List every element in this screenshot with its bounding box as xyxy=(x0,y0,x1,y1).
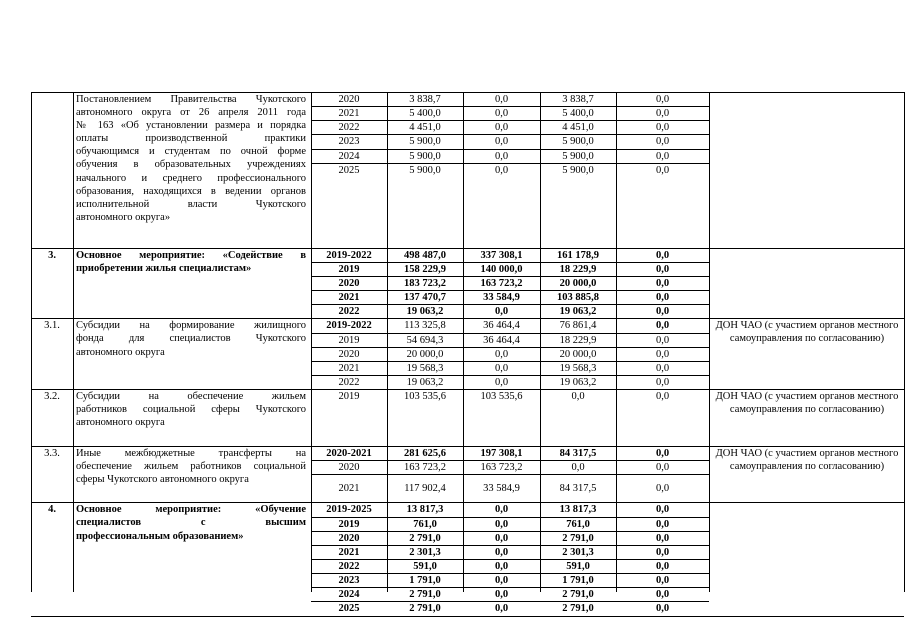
description-line: исполнительной власти Чукотского xyxy=(76,198,306,210)
year-cell: 2022 xyxy=(338,560,360,572)
local-cell: 0,0 xyxy=(655,575,670,587)
regional-cell: 20 000,0 xyxy=(559,277,597,289)
description-line: приобретении жилья специалистам» xyxy=(76,262,252,274)
year-cell: 2024 xyxy=(338,589,360,601)
regional-cell: 19 568,3 xyxy=(559,362,597,374)
total-cell: 5 900,0 xyxy=(409,150,441,162)
description-line: Иные межбюджетные трансферты на xyxy=(76,447,306,459)
year-cell: 2024 xyxy=(338,150,360,162)
federal-cell: 0,0 xyxy=(494,546,509,558)
year-cell: 2020 xyxy=(338,532,360,544)
local-cell: 0,0 xyxy=(655,263,670,275)
year-cell: 2020 xyxy=(338,348,360,360)
regional-cell: 103 885,8 xyxy=(557,292,599,304)
federal-cell: 140 000,0 xyxy=(480,263,523,275)
federal-cell: 163 723,2 xyxy=(480,461,523,473)
total-cell: 1 791,0 xyxy=(409,575,441,587)
activity-description xyxy=(76,93,306,224)
regional-cell: 4 451,0 xyxy=(562,122,594,134)
year-cell: 2025 xyxy=(338,164,360,176)
federal-cell: 0,0 xyxy=(494,136,509,148)
year-cell: 2019 xyxy=(338,263,360,275)
description-line: работников социальной сферы Чукотского xyxy=(76,404,306,416)
local-cell: 0,0 xyxy=(655,108,670,120)
responsible-executor: ДОН ЧАО (с участием органов местного самоуправления по согласованию) xyxy=(715,391,899,416)
row-number: 3.2. xyxy=(44,391,60,403)
regional-cell: 84 317,5 xyxy=(559,447,597,459)
federal-cell: 337 308,1 xyxy=(480,249,523,261)
responsible-executor: ДОН ЧАО (с участием органов местного самоуправления по согласованию) xyxy=(715,320,899,345)
row-border xyxy=(31,616,904,617)
regional-cell: 2 791,0 xyxy=(562,532,594,544)
federal-cell: 36 464,4 xyxy=(483,320,520,332)
total-cell: 158 229,9 xyxy=(404,263,446,275)
federal-cell: 0,0 xyxy=(494,122,509,134)
year-cell: 2020-2021 xyxy=(326,447,372,459)
regional-cell: 13 817,3 xyxy=(559,504,597,516)
local-cell: 0,0 xyxy=(655,292,670,304)
federal-cell: 0,0 xyxy=(494,377,509,389)
total-cell: 117 902,4 xyxy=(404,483,446,495)
description-line: Основное мероприятие: «Содействие в xyxy=(76,249,306,261)
column-border xyxy=(709,92,710,592)
regional-cell: 5 900,0 xyxy=(562,150,594,162)
year-cell: 2022 xyxy=(338,306,360,318)
description-line: специалистов с высшим xyxy=(76,517,306,529)
regional-cell: 5 400,0 xyxy=(562,108,594,120)
year-cell: 2019 xyxy=(338,391,360,403)
federal-cell: 0,0 xyxy=(494,603,509,615)
federal-cell: 33 584,9 xyxy=(483,292,520,304)
regional-cell: 2 791,0 xyxy=(562,603,594,615)
row-number: 3.3. xyxy=(44,447,60,459)
description-line: Субсидии на формирование жилищного xyxy=(76,320,306,332)
activity-description xyxy=(76,447,306,486)
year-cell: 2019-2022 xyxy=(326,249,372,261)
local-cell: 0,0 xyxy=(655,136,670,148)
federal-cell: 0,0 xyxy=(494,362,509,374)
local-cell: 0,0 xyxy=(655,348,670,360)
year-cell: 2022 xyxy=(338,122,360,134)
description-line: сферы Чукотского автономного округа xyxy=(76,473,249,485)
column-border xyxy=(31,92,32,592)
total-cell: 591,0 xyxy=(413,560,437,572)
description-line: Постановлением Правительства Чукотского xyxy=(76,94,306,105)
activity-description xyxy=(76,390,306,429)
total-cell: 19 063,2 xyxy=(406,306,444,318)
description-line: обучающимся и студентам по очной форме xyxy=(76,146,306,158)
regional-cell: 5 900,0 xyxy=(562,164,594,176)
year-cell: 2019-2025 xyxy=(326,504,372,516)
regional-cell: 19 063,2 xyxy=(559,306,597,318)
row-number: 4. xyxy=(48,504,56,516)
regional-cell: 1 791,0 xyxy=(562,575,594,587)
regional-cell: 0,0 xyxy=(571,461,585,473)
year-cell: 2020 xyxy=(338,94,360,106)
total-cell: 498 487,0 xyxy=(404,249,446,261)
local-cell: 0,0 xyxy=(655,518,670,530)
federal-cell: 33 584,9 xyxy=(483,483,520,495)
regional-cell: 18 229,9 xyxy=(559,334,597,346)
description-line: автономного округа от 26 апреля 2011 года xyxy=(76,107,306,119)
federal-cell: 0,0 xyxy=(494,504,509,516)
total-cell: 3 838,7 xyxy=(409,94,441,106)
local-cell: 0,0 xyxy=(655,122,670,134)
local-cell: 0,0 xyxy=(655,447,670,459)
federal-cell: 0,0 xyxy=(494,518,509,530)
description-line: № 163 «Об установлении размера и порядка xyxy=(76,120,306,132)
federal-cell: 163 723,2 xyxy=(480,277,523,289)
regional-cell: 19 063,2 xyxy=(559,377,597,389)
year-cell: 2020 xyxy=(338,461,360,473)
description-line: автономного округа xyxy=(76,346,165,358)
description-line: обеспечение жильем работников социальной xyxy=(76,460,306,472)
year-cell: 2019 xyxy=(338,518,360,530)
activity-description xyxy=(76,319,306,358)
federal-cell: 0,0 xyxy=(494,108,509,120)
local-cell: 0,0 xyxy=(655,391,670,403)
local-cell: 0,0 xyxy=(655,560,670,572)
description-line: автономного округа» xyxy=(76,211,171,223)
local-cell: 0,0 xyxy=(655,320,670,332)
local-cell: 0,0 xyxy=(655,377,670,389)
year-cell: 2020 xyxy=(338,277,360,289)
federal-cell: 0,0 xyxy=(494,532,509,544)
local-cell: 0,0 xyxy=(655,461,670,473)
federal-cell: 0,0 xyxy=(494,575,509,587)
description-line: Субсидии на обеспечение жильем xyxy=(76,391,306,403)
total-cell: 54 694,3 xyxy=(406,334,444,346)
year-cell: 2019-2022 xyxy=(326,320,372,332)
year-cell: 2021 xyxy=(338,546,360,558)
total-cell: 281 625,6 xyxy=(404,447,446,459)
total-cell: 113 325,8 xyxy=(404,320,446,332)
local-cell: 0,0 xyxy=(655,249,670,261)
column-border xyxy=(73,92,74,592)
activity-description xyxy=(76,503,306,542)
description-line: фонда для специалистов Чукотского xyxy=(76,333,306,345)
local-cell: 0,0 xyxy=(655,546,670,558)
federal-cell: 197 308,1 xyxy=(480,447,523,459)
local-cell: 0,0 xyxy=(655,603,670,615)
total-cell: 13 817,3 xyxy=(406,504,444,516)
local-cell: 0,0 xyxy=(655,504,670,516)
regional-cell: 84 317,5 xyxy=(559,483,597,495)
local-cell: 0,0 xyxy=(655,306,670,318)
regional-cell: 2 791,0 xyxy=(562,589,594,601)
regional-cell: 0,0 xyxy=(571,391,585,403)
regional-cell: 2 301,3 xyxy=(562,546,594,558)
total-cell: 5 400,0 xyxy=(409,108,441,120)
total-cell: 19 568,3 xyxy=(406,362,444,374)
total-cell: 2 791,0 xyxy=(409,532,441,544)
year-cell: 2019 xyxy=(338,334,360,346)
federal-cell: 0,0 xyxy=(494,164,509,176)
total-cell: 103 535,6 xyxy=(404,391,446,403)
total-cell: 2 791,0 xyxy=(409,603,441,615)
row-number: 3. xyxy=(48,249,56,261)
regional-cell: 3 838,7 xyxy=(562,94,594,106)
federal-cell: 0,0 xyxy=(494,348,509,360)
local-cell: 0,0 xyxy=(655,362,670,374)
description-line: начального и среднего профессионального xyxy=(76,172,306,184)
regional-cell: 76 861,4 xyxy=(559,320,597,332)
regional-cell: 161 178,9 xyxy=(557,249,599,261)
year-cell: 2023 xyxy=(338,136,360,148)
description-line: профессиональным образованием» xyxy=(76,530,244,542)
year-cell: 2025 xyxy=(338,603,360,615)
local-cell: 0,0 xyxy=(655,589,670,601)
year-cell: 2021 xyxy=(338,362,360,374)
federal-cell: 36 464,4 xyxy=(483,334,520,346)
federal-cell: 0,0 xyxy=(494,150,509,162)
total-cell: 5 900,0 xyxy=(409,164,441,176)
total-cell: 2 791,0 xyxy=(409,589,441,601)
description-line: оплаты производственной практики xyxy=(76,133,306,145)
local-cell: 0,0 xyxy=(655,334,670,346)
total-cell: 2 301,3 xyxy=(409,546,441,558)
year-cell: 2021 xyxy=(338,483,360,495)
federal-cell: 103 535,6 xyxy=(480,391,523,403)
regional-cell: 20 000,0 xyxy=(559,348,597,360)
regional-cell: 591,0 xyxy=(566,560,590,572)
regional-cell: 18 229,9 xyxy=(559,263,597,275)
regional-cell: 761,0 xyxy=(566,518,590,530)
local-cell: 0,0 xyxy=(655,277,670,289)
local-cell: 0,0 xyxy=(655,532,670,544)
total-cell: 163 723,2 xyxy=(404,461,446,473)
total-cell: 5 900,0 xyxy=(409,136,441,148)
federal-cell: 0,0 xyxy=(494,560,509,572)
local-cell: 0,0 xyxy=(655,483,670,495)
total-cell: 4 451,0 xyxy=(409,122,441,134)
description-line: обучения в образовательных учреждениях xyxy=(76,159,306,171)
activity-description xyxy=(76,249,306,275)
federal-cell: 0,0 xyxy=(494,94,509,106)
total-cell: 761,0 xyxy=(413,518,437,530)
description-line: автономного округа xyxy=(76,417,165,429)
description-line: образования, находящихся в ведении органов xyxy=(76,185,306,197)
local-cell: 0,0 xyxy=(655,150,670,162)
total-cell: 20 000,0 xyxy=(406,348,444,360)
local-cell: 0,0 xyxy=(655,94,670,106)
row-border xyxy=(311,474,709,475)
row-number: 3.1. xyxy=(44,320,60,332)
year-cell: 2023 xyxy=(338,575,360,587)
year-cell: 2022 xyxy=(338,377,360,389)
regional-cell: 5 900,0 xyxy=(562,136,594,148)
responsible-executor: ДОН ЧАО (с участием органов местного самоуправления по согласованию) xyxy=(715,447,899,472)
year-cell: 2021 xyxy=(338,108,360,120)
total-cell: 137 470,7 xyxy=(404,292,446,304)
year-cell: 2021 xyxy=(338,292,360,304)
federal-cell: 0,0 xyxy=(494,589,509,601)
total-cell: 183 723,2 xyxy=(404,277,446,289)
local-cell: 0,0 xyxy=(655,164,670,176)
description-line: Основное мероприятие: «Обучение xyxy=(76,504,306,516)
total-cell: 19 063,2 xyxy=(406,377,444,389)
federal-cell: 0,0 xyxy=(494,306,509,318)
